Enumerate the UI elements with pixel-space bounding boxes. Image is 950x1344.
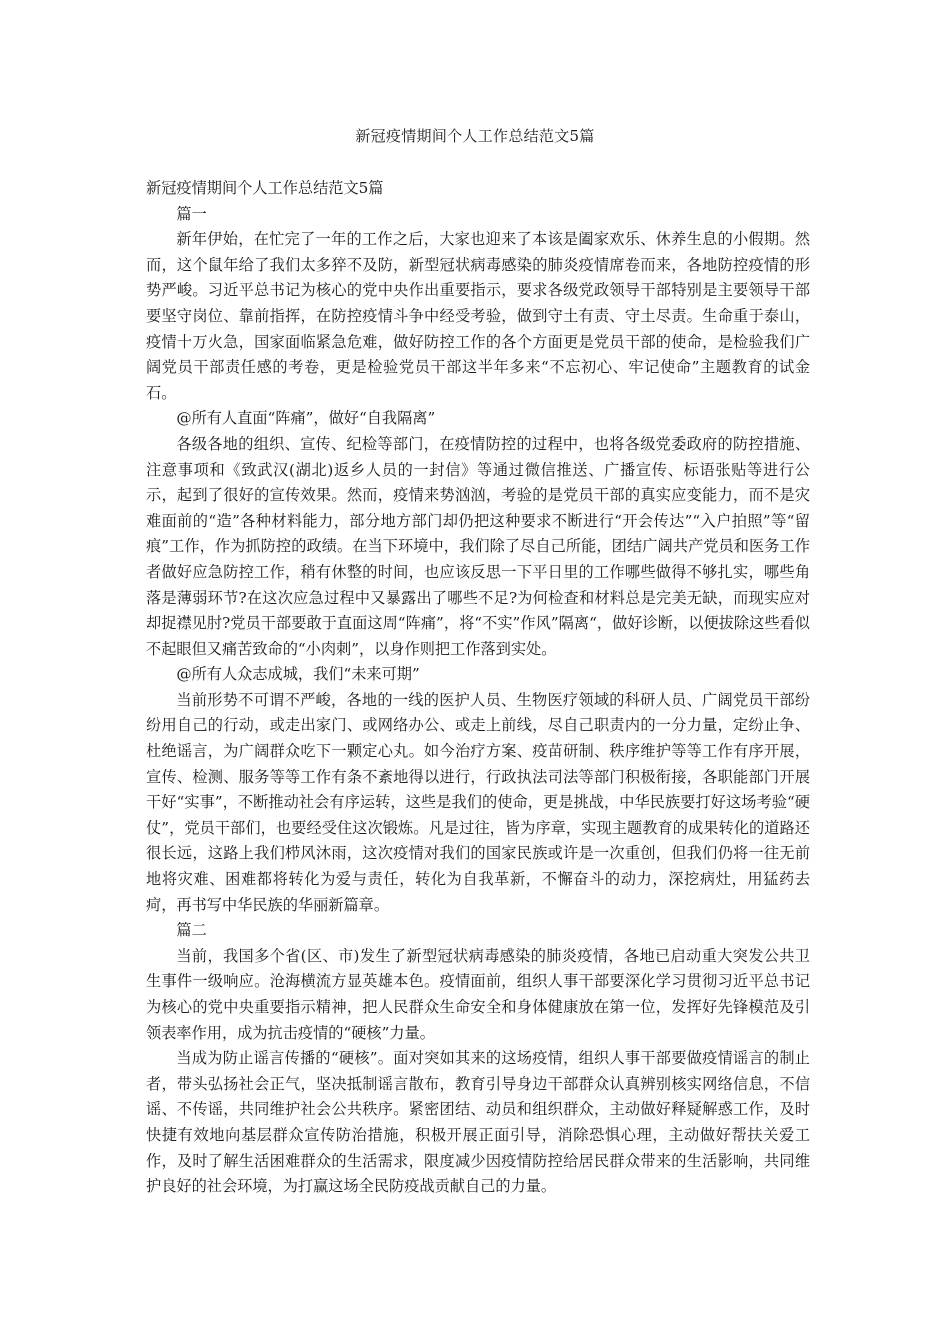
document-title: 新冠疫情期间个人工作总结范文5篇: [146, 179, 384, 197]
document-body: [146, 176, 810, 1200]
paragraph: 当前形势不可谓不严峻，各地的一线的医护人员、生物医疗领域的科研人员、广阔党员干部纷纷用自己的行动，或走出家门、或网络办公、或走上前线，尽自己职责内的一分力量，定纷止争、杜绝谣言，为广阔群众吃下一颗定心丸。如今治疗方案、疫苗研制、秩序维护等等工作有序开展，宣传、检测、服务等等工作有条不紊地得以进行，行政执法司法等部门积极衔接，各职能部门开展干好“实事”，不断推动社会有序运转，这些是我们的使命，更是挑战，中华民族要打好这场考验“硬仗”，党员干部们，也要经受住这次锻炼。凡是过往，皆为序章，实现主题教育的成果转化的道路还很长远，这路上我们栉风沐雨，这次疫情对我们的国家民族或许是一次重创，但我们仍将一往无前地将灾难、困难都将转化为爱与责任，转化为自我革新，不懈奋斗的动力，深挖病灶，用猛药去疴，再书写中华民族的华丽新篇章。: [146, 690, 810, 914]
section-heading: 篇二: [176, 921, 207, 940]
paragraph: 新年伊始，在忙完了一年的工作之后，大家也迎来了本该是阖家欢乐、休养生息的小假期。然而，这个鼠年给了我们太多猝不及防，新型冠状病毒感染的肺炎疫情席卷而来，各地防控疫情的形势严峻。习近平总书记为核心的党中央作出重要指示，要求各级党政领导干部特别是主要领导干部要坚守岗位、靠前指挥，在防控疫情斗争中经受考验，做到守土有责、守土尽责。生命重于泰山，疫情十万火急，国家面临紧急危难，做好防控工作的各个方面更是党员干部的使命，是检验我们广阔党员干部责任感的考卷，更是检验党员干部这半年多来“不忘初心、牢记使命”主题教育的试金石。: [146, 230, 810, 402]
subsection-heading: @所有人众志成城，我们“未来可期”: [176, 665, 420, 684]
page-header-title: 新冠疫情期间个人工作总结范文5篇: [355, 127, 595, 145]
paragraph: 当前，我国多个省(区、市)发生了新型冠状病毒感染的肺炎疫情，各地已启动重大突发公共卫生事件一级响应。沧海横流方显英雄本色。疫情面前，组织人事干部要深化学习贯彻习近平总书记为核心的党中央重要指示精神，把人民群众生命安全和身体健康放在第一位，发挥好先锋模范及引领表率作用，成为抗击疫情的“硬核”力量。: [146, 946, 810, 1042]
section-heading: 篇一: [176, 204, 207, 223]
paragraph: 当成为防止谣言传播的“硬核”。面对突如其来的这场疫情，组织人事干部要做疫情谣言的制止者，带头弘扬社会正气，坚决抵制谣言散布，教育引导身边干部群众认真辨别核实网络信息，不信谣、不传谣，共同维护社会公共秩序。紧密团结、动员和组织群众，主动做好释疑解惑工作，及时快捷有效地向基层群众宣传防治措施，积极开展正面引导，消除恐惧心理，主动做好帮扶关爱工作，及时了解生活困难群众的生活需求，限度减少因疫情防控给居民群众带来的生活影响，共同维护良好的社会环境，为打赢这场全民防疫战贡献自己的力量。: [146, 1049, 810, 1196]
paragraph: 各级各地的组织、宣传、纪检等部门，在疫情防控的过程中，也将各级党委政府的防控措施、注意事项和《致武汉(湖北)返乡人员的一封信》等通过微信推送、广播宣传、标语张贴等进行公示，起到了很好的宣传效果。然而，疫情来势汹汹，考验的是党员干部的真实应变能力，而不是灾难面前的“造”各种材料能力，部分地方部门却仍把这种要求不断进行“开会传达”“入户拍照”等“留痕”工作，作为抓防控的政绩。在当下环境中，我们除了尽自己所能，团结广阔共产党员和医务工作者做好应急防控工作，稍有休整的时间，也应该反思一下平日里的工作哪些做得不够扎实，哪些角落是薄弱环节?在这次应急过程中又暴露出了哪些不足?为何检查和材料总是完美无缺，而现实应对却捉襟见肘?党员干部要敢于直面这周“阵痛”，将“不实”作风”隔离“，做好诊断，以便拔除这些看似不起眼但又痛苦致命的“小肉刺”，以身作则把工作落到实处。: [146, 434, 810, 658]
subsection-heading: @所有人直面“阵痛”，做好“自我隔离”: [176, 409, 436, 428]
